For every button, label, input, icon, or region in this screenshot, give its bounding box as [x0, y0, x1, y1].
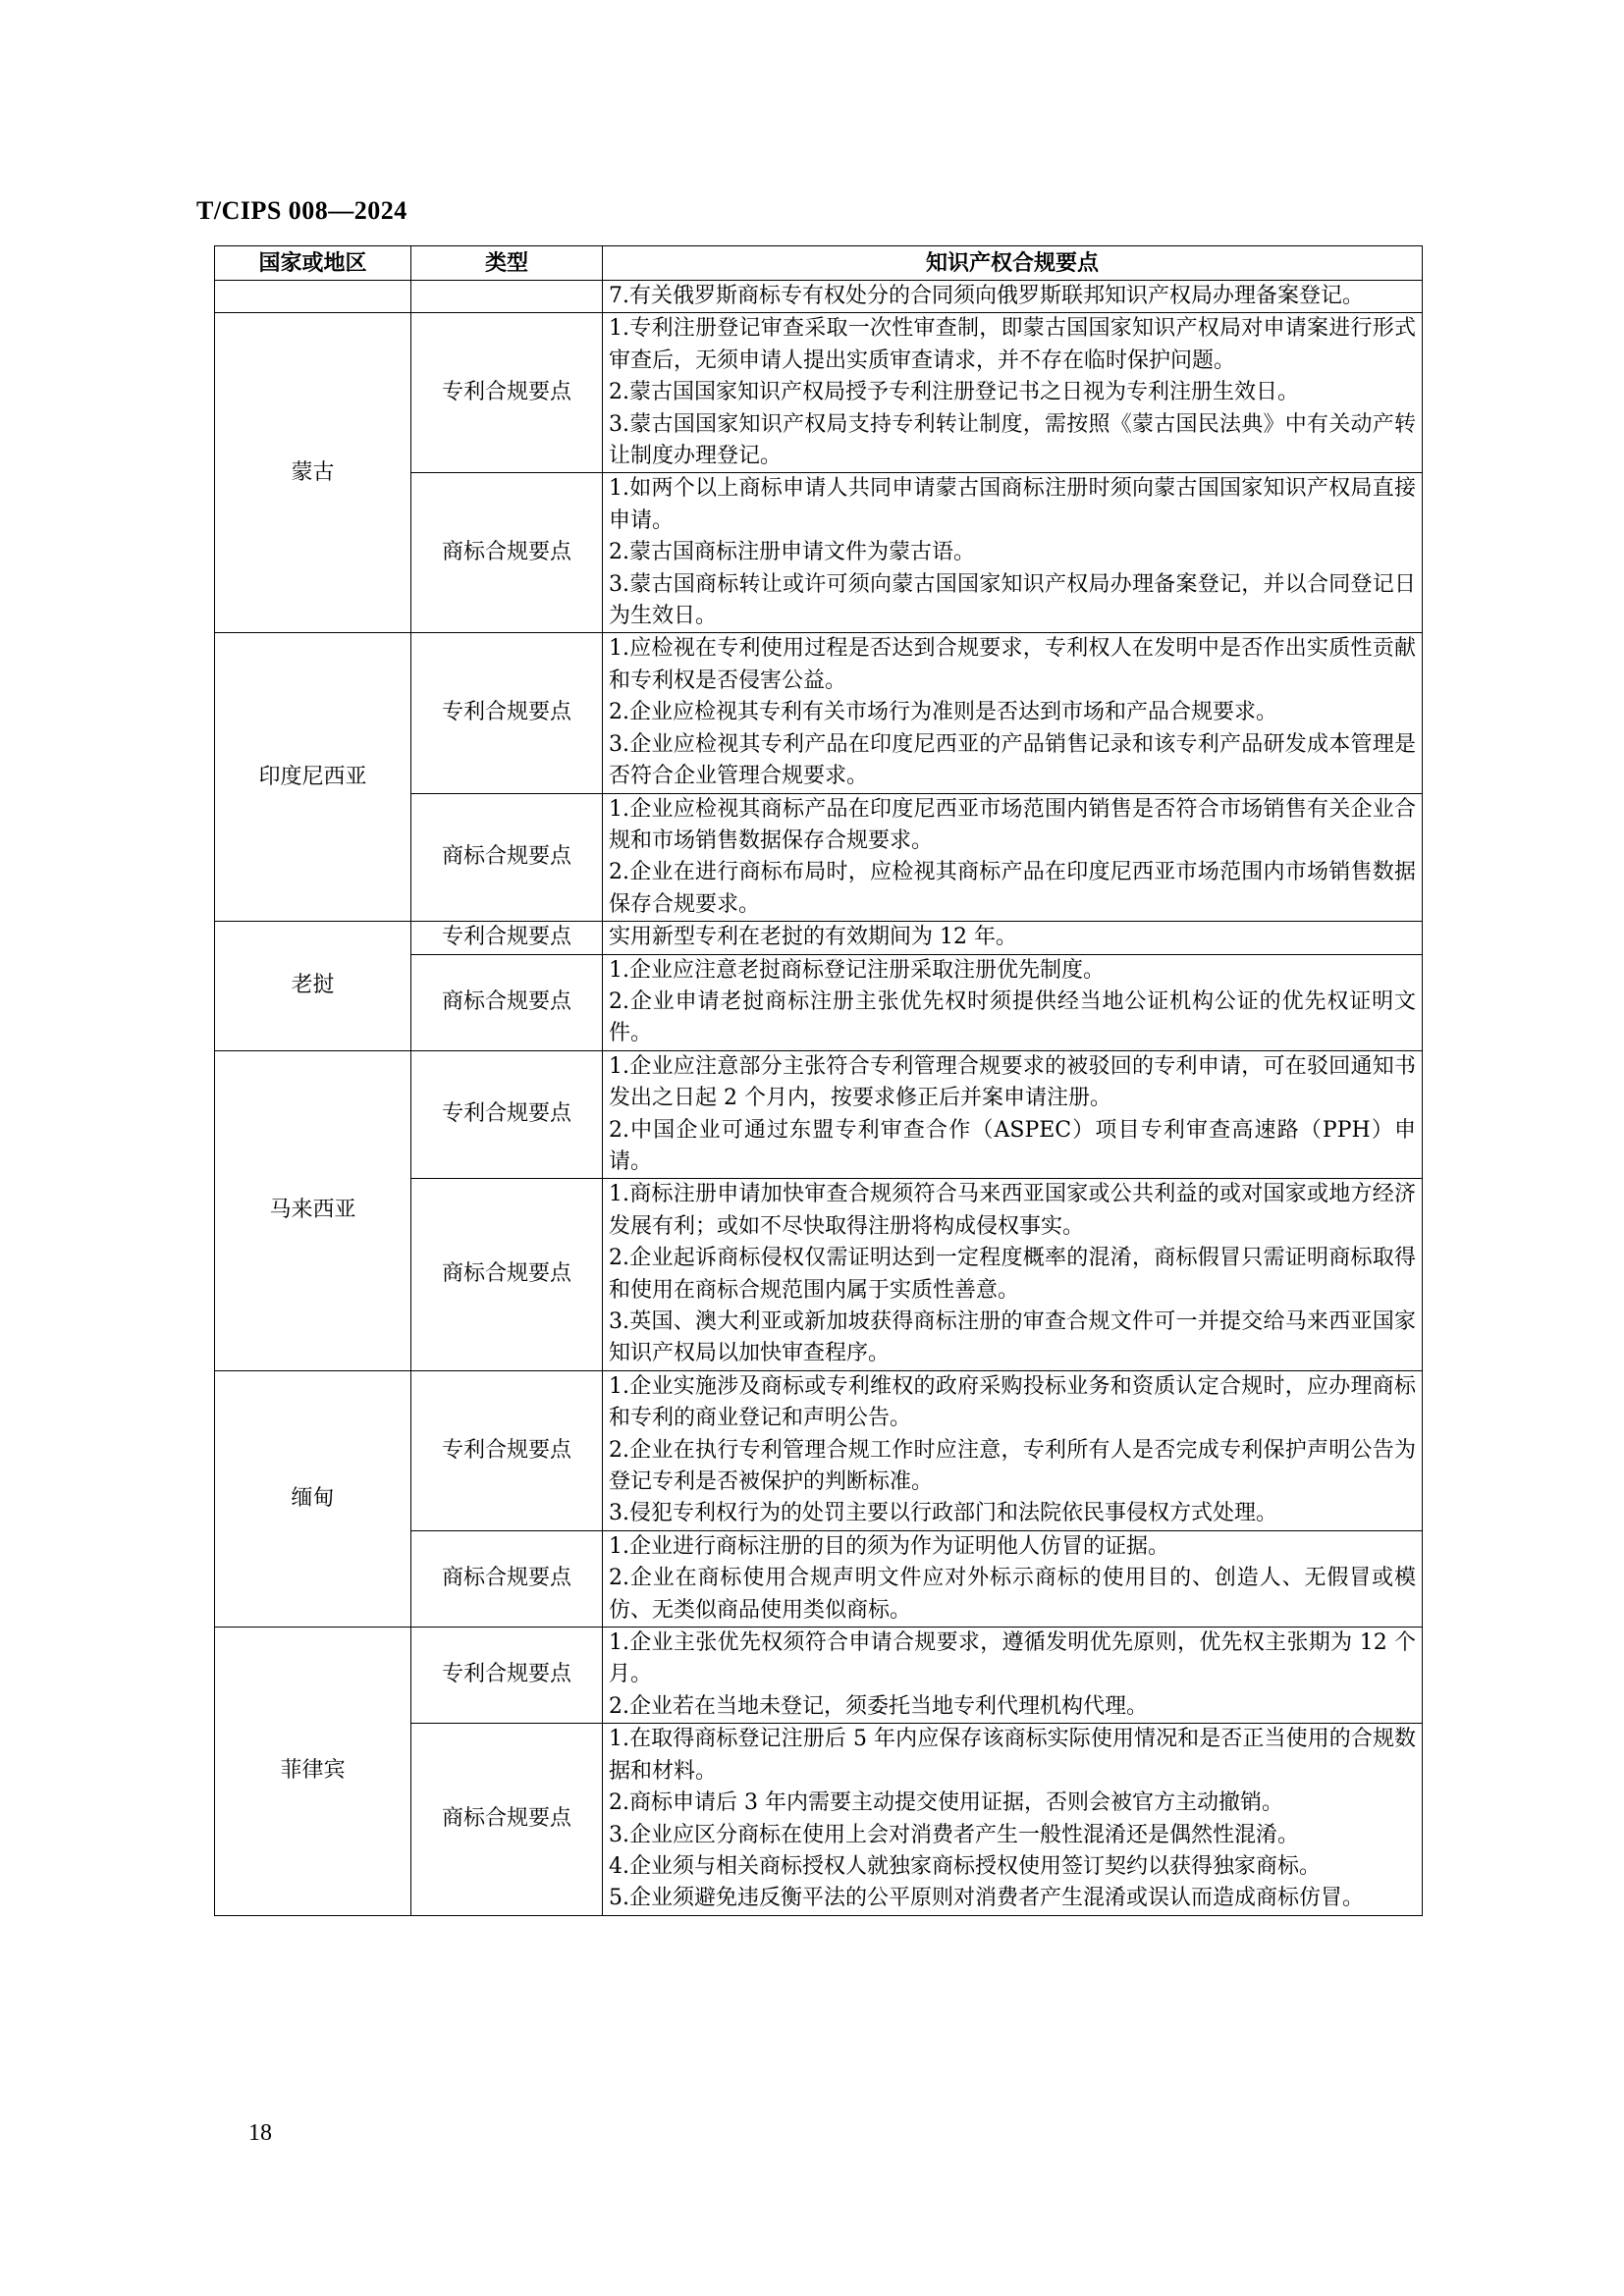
compliance-point: 2.企业应检视其专利有关市场行为准则是否达到市场和产品合规要求。 — [609, 700, 1277, 725]
type-cell: 专利合规要点 — [411, 1370, 603, 1530]
type-cell: 商标合规要点 — [411, 954, 603, 1050]
points-cell — [603, 1530, 1423, 1627]
compliance-point: 2.蒙古国国家知识产权局授予专利注册登记书之日视为专利注册生效日。 — [609, 380, 1299, 405]
points-cell — [603, 1050, 1423, 1179]
type-cell: 商标合规要点 — [411, 1179, 603, 1370]
type-cell: 专利合规要点 — [411, 1628, 603, 1724]
compliance-point: 2.企业申请老挝商标注册主张优先权时须提供经当地公证机构公证的优先权证明文件。 — [609, 988, 1416, 1046]
compliance-point: 实用新型专利在老挝的有效期间为 12 年。 — [609, 925, 1017, 950]
compliance-point: 1.专利注册登记审查采取一次性审查制，即蒙古国国家知识产权局对申请案进行形式审查后，无须申请人提出实质审查请求，并不存在临时保护问题。 — [609, 316, 1416, 373]
points-cell — [603, 633, 1423, 793]
compliance-point: 1.企业应检视其商标产品在印度尼西亚市场范围内销售是否符合市场销售有关企业合规和市场销售数据保存合规要求。 — [609, 796, 1416, 853]
compliance-point: 2.企业起诉商标侵权仅需证明达到一定程度概率的混淆，商标假冒只需证明商标取得和使用在商标合规范围内属于实质性善意。 — [609, 1246, 1416, 1303]
type-cell: 专利合规要点 — [411, 633, 603, 793]
points-cell — [603, 313, 1423, 473]
type-cell: 商标合规要点 — [411, 1724, 603, 1915]
table-row — [215, 1050, 1423, 1179]
country-cell — [215, 281, 411, 313]
table-header-row — [215, 246, 1423, 281]
compliance-point: 1.企业进行商标注册的目的须为作为证明他人仿冒的证据。 — [609, 1533, 1169, 1559]
points-cell — [603, 1179, 1423, 1370]
compliance-point: 3.侵犯专利权行为的处罚主要以行政部门和法院依民事侵权方式处理。 — [609, 1501, 1277, 1526]
table-body — [215, 281, 1423, 1916]
compliance-point: 1.应检视在专利使用过程是否达到合规要求，专利权人在发明中是否作出实质性贡献和专利权是否侵害公益。 — [609, 636, 1416, 693]
compliance-point: 1.如两个以上商标申请人共同申请蒙古国商标注册时须向蒙古国国家知识产权局直接申请。 — [609, 476, 1416, 533]
compliance-point: 2.企业若在当地未登记，须委托当地专利代理机构代理。 — [609, 1693, 1148, 1719]
points-cell — [603, 1370, 1423, 1530]
compliance-point: 2.企业在进行商标布局时，应检视其商标产品在印度尼西亚市场范围内市场销售数据保存合规要求。 — [609, 860, 1416, 917]
column-header-points: 知识产权合规要点 — [603, 246, 1423, 281]
column-header-type: 类型 — [411, 246, 603, 281]
compliance-point: 2.商标申请后 3 年内需要主动提交使用证据，否则会被官方主动撤销。 — [609, 1790, 1283, 1816]
compliance-point: 1.商标注册申请加快审查合规须符合马来西亚国家或公共利益的或对国家或地方经济发展有利；或如不尽快取得注册将构成侵权事实。 — [609, 1182, 1416, 1239]
compliance-point: 2.企业在执行专利管理合规工作时应注意，专利所有人是否完成专利保护声明公告为登记专利是否被保护的判断标准。 — [609, 1437, 1416, 1495]
type-cell — [411, 281, 603, 313]
column-header-country: 国家或地区 — [215, 246, 411, 281]
type-cell: 商标合规要点 — [411, 793, 603, 922]
table-row — [215, 281, 1423, 313]
compliance-point: 3.企业应检视其专利产品在印度尼西亚的产品销售记录和该专利产品研发成本管理是否符合企业管理合规要求。 — [609, 731, 1416, 789]
type-cell: 专利合规要点 — [411, 922, 603, 954]
compliance-point: 4.企业须与相关商标授权人就独家商标授权使用签订契约以获得独家商标。 — [609, 1853, 1321, 1879]
compliance-point: 1.企业主张优先权须符合申请合规要求，遵循发明优先原则，优先权主张期为 12 个月。 — [609, 1630, 1416, 1687]
type-cell: 商标合规要点 — [411, 473, 603, 633]
country-cell: 马来西亚 — [215, 1050, 411, 1370]
country-cell: 蒙古 — [215, 313, 411, 633]
compliance-point: 2.企业在商标使用合规声明文件应对外标示商标的使用目的、创造人、无假冒或模仿、无类似商品使用类似商标。 — [609, 1566, 1416, 1623]
compliance-point: 1.企业应注意部分主张符合专利管理合规要求的被驳回的专利申请，可在驳回通知书发出之日起 2 个月内，按要求修正后并案申请注册。 — [609, 1053, 1416, 1111]
page-number: 18 — [248, 2120, 272, 2146]
points-cell — [603, 281, 1423, 313]
country-cell: 印度尼西亚 — [215, 633, 411, 922]
table-row — [215, 1628, 1423, 1724]
points-cell — [603, 1628, 1423, 1724]
type-cell: 商标合规要点 — [411, 1530, 603, 1627]
points-cell — [603, 954, 1423, 1050]
country-cell: 老挝 — [215, 922, 411, 1051]
table-row — [215, 1370, 1423, 1530]
compliance-point: 2.蒙古国商标注册申请文件为蒙古语。 — [609, 540, 975, 565]
table-row — [215, 313, 1423, 473]
compliance-point: 3.企业应区分商标在使用上会对消费者产生一般性混淆还是偶然性混淆。 — [609, 1822, 1299, 1847]
points-cell — [603, 793, 1423, 922]
compliance-point: 1.在取得商标登记注册后 5 年内应保存该商标实际使用情况和是否正当使用的合规数据和材料。 — [609, 1727, 1416, 1784]
points-cell — [603, 1724, 1423, 1915]
type-cell: 专利合规要点 — [411, 313, 603, 473]
country-cell: 缅甸 — [215, 1370, 411, 1627]
points-cell — [603, 473, 1423, 633]
compliance-point: 3.蒙古国国家知识产权局支持专利转让制度，需按照《蒙古国民法典》中有关动产转让制度办理登记。 — [609, 411, 1416, 469]
points-cell — [603, 922, 1423, 954]
document-code: T/CIPS 008—2024 — [196, 196, 407, 225]
compliance-table — [214, 245, 1423, 1916]
compliance-point: 7.有关俄罗斯商标专有权处分的合同须向俄罗斯联邦知识产权局办理备案登记。 — [609, 284, 1364, 308]
compliance-point: 3.蒙古国商标转让或许可须向蒙古国国家知识产权局办理备案登记，并以合同登记日为生效日。 — [609, 571, 1416, 629]
compliance-point: 2.中国企业可通过东盟专利审查合作（ASPEC）项目专利审查高速路（PPH）申请。 — [609, 1117, 1416, 1174]
table-row — [215, 633, 1423, 793]
table-row — [215, 922, 1423, 954]
compliance-point: 1.企业实施涉及商标或专利维权的政府采购投标业务和资质认定合规时，应办理商标和专利的商业登记和声明公告。 — [609, 1373, 1416, 1431]
compliance-point: 5.企业须避免违反衡平法的公平原则对消费者产生混淆或误认而造成商标仿冒。 — [609, 1886, 1364, 1911]
compliance-point: 1.企业应注意老挝商标登记注册采取注册优先制度。 — [609, 957, 1105, 983]
country-cell: 菲律宾 — [215, 1628, 411, 1916]
type-cell: 专利合规要点 — [411, 1050, 603, 1179]
compliance-point: 3.英国、澳大利亚或新加坡获得商标注册的审查合规文件可一并提交给马来西亚国家知识产权局以加快审查程序。 — [609, 1309, 1416, 1366]
